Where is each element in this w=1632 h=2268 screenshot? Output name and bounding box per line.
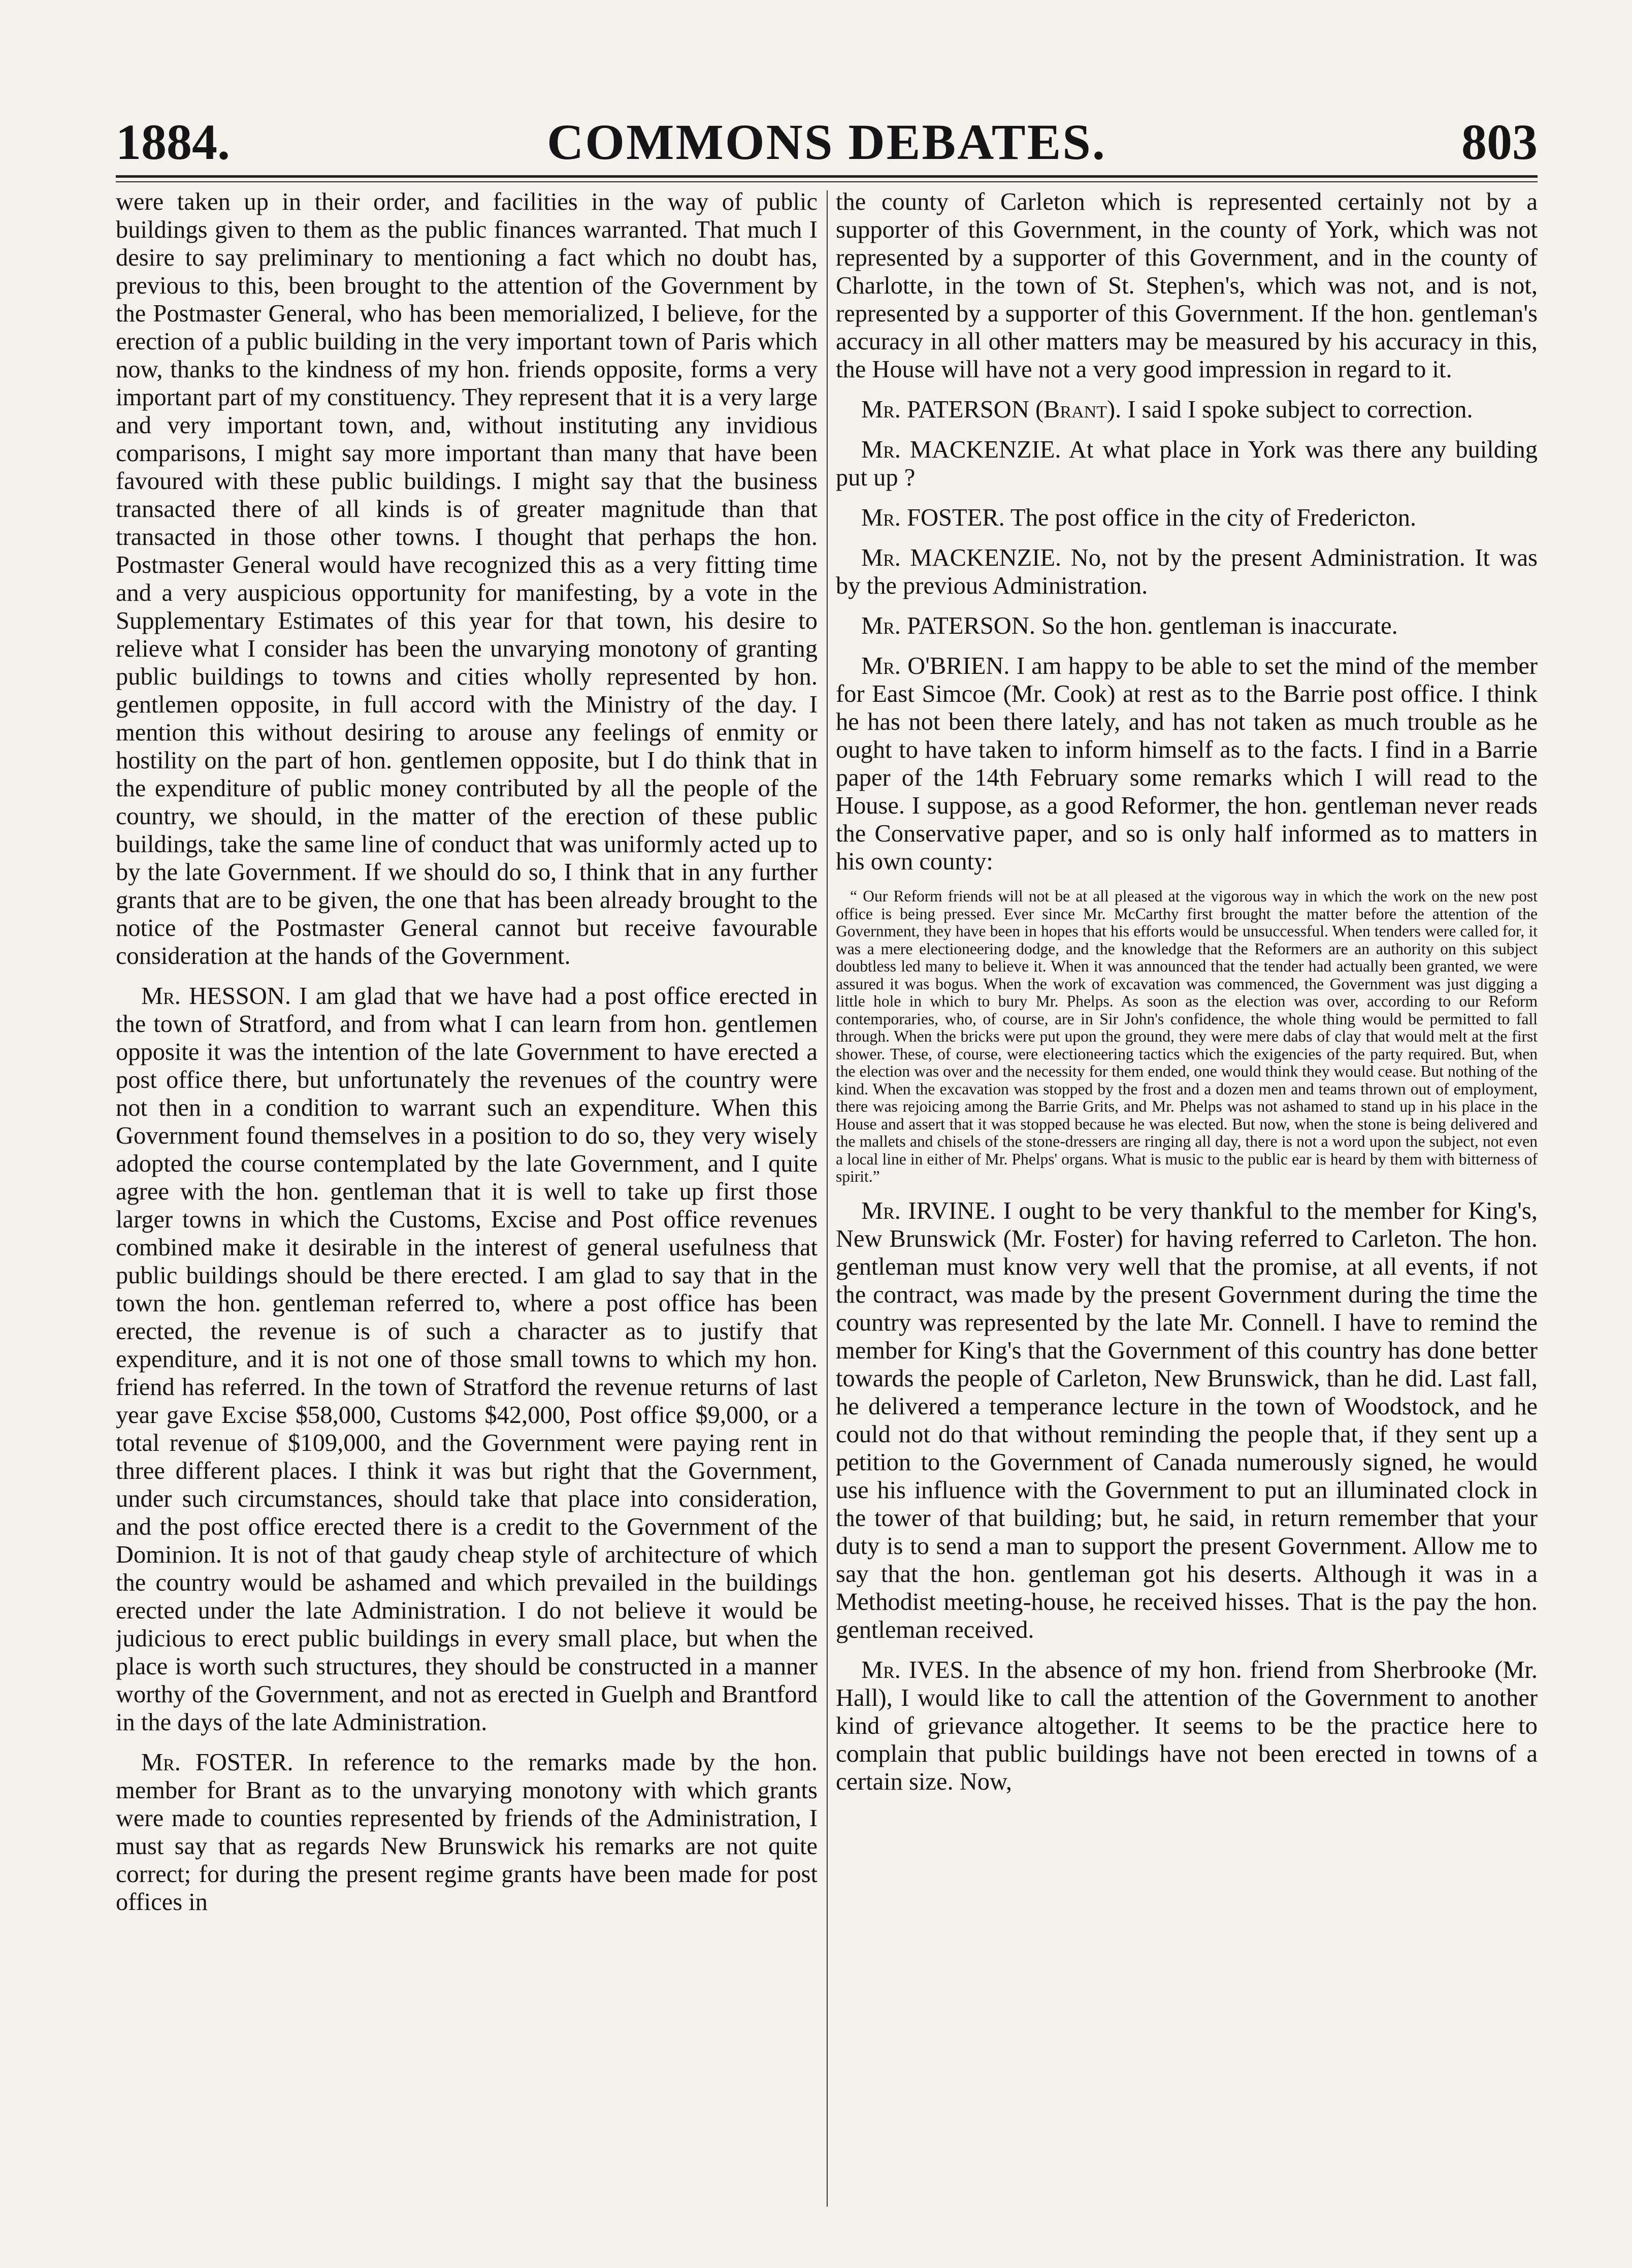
right-column	[836, 188, 1538, 2209]
speaker-name: Mr. PATERSON (Brant).	[861, 396, 1122, 423]
paragraph	[116, 1748, 818, 1916]
page-number: 803	[1461, 114, 1538, 170]
speaker-name: Mr. MACKENZIE.	[861, 544, 1062, 571]
paragraph-text: So the hon. gentleman is inaccurate.	[1041, 612, 1398, 639]
paragraph-text: In reference to the remarks made by the hon. member for Brant as to the unvarying monotony with which grants were made to counties represented by friends of the Administration, I must say that as regards New Brunswick his remarks are not quite correct; for during the present regime grants have been made for post offices in	[116, 1749, 818, 1916]
paragraph-text: I said I spoke subject to correction.	[1127, 396, 1473, 423]
running-title: COMMONS DEBATES.	[547, 114, 1106, 170]
page-header	[116, 112, 1538, 173]
page-year: 1884.	[116, 114, 230, 170]
paragraph	[836, 544, 1538, 600]
paragraph	[836, 504, 1538, 532]
speaker-name: Mr. FOSTER.	[861, 504, 1005, 531]
block-quote: “ Our Reform friends will not be at all pleased at the vigorous way in which the work on the new post office is being pressed. Ever since Mr. McCarthy first brought the matter before the attention of the Government, they have been in hopes that his efforts would be unsuccessful. When tenders were called for, it was a mere electioneering dodge, and the knowledge that the Reformers are an authority on this subject doubtless led many to believe it. When it was announced that the tender had actually been granted, we were assured it was bogus. When the work of excavation was commenced, the Government was just digging a little hole in which to bury Mr. Phelps. As soon as the election was over, according to our Reform contemporaries, who, of course, are in Sir John's confidence, the whole thing would be permitted to fall through. When the bricks were put upon the ground, they were mere dabs of clay that would melt at the first shower. These, of course, were electioneering tactics which the exigencies of the party required. But, when the election was over and the necessity for them ended, one would think they would cease. But nothing of the kind. When the excavation was stopped by the frost and a dozen men and teams thrown out of employment, there was rejoicing among the Barrie Grits, and Mr. Phelps was not ashamed to stand up in his place in the House and assert that it was stopped because he was elected. But now, when the stone is being delivered and the mallets and chisels of the stone-dressers are ringing all day, there is not a word upon the subject, not even a local line in either of Mr. Phelps' organs. What is music to the public ear is heard by them with bitterness of spirit.”	[836, 887, 1538, 1185]
column-divider	[827, 190, 828, 2207]
paragraph	[836, 188, 1538, 383]
paragraph-text: No, not by the present Administration. It was by the previous Administration.	[836, 544, 1538, 599]
paragraph-text: The post office in the city of Fredericton.	[1010, 504, 1417, 531]
speaker-name: Mr. IVES.	[861, 1656, 970, 1683]
header-rule	[116, 175, 1538, 182]
paragraph	[836, 652, 1538, 876]
paragraph	[836, 436, 1538, 492]
paragraph	[836, 612, 1538, 640]
paragraph	[116, 188, 818, 970]
paragraph-text: were taken up in their order, and facilities in the way of public buildings given to them as the public finances warranted. That much I desire to say preliminary to mentioning a fact which no doubt has, previous to this, been brought to the attention of the Government by the Postmaster General, who has been memorialized, I believe, for the erection of a public building in the very important town of Paris which now, thanks to the kindness of my hon. friends opposite, forms a very important part of my constituency. They represent that it is a very large and very important town, and, without instituting any invidious comparisons, I might say more important than many that have been favoured with these public buildings. I might say that the business transacted there of all kinds is of greater magnitude than that transacted in those other towns. I thought that perhaps the hon. Postmaster General would have recognized this as a very fitting time and a very auspicious opportunity for manifesting, by a vote in the Supplementary Estimates of this year for that town, his desire to relieve what I consider has been the unvarying monotony of granting public buildings to towns and cities wholly represented by hon. gentlemen opposite, in full accord with the Ministry of the day. I mention this without desiring to arouse any feelings of enmity or hostility on the part of hon. gentlemen opposite, but I do think that in the expenditure of public money contributed by all the people of the country, we should, in the matter of the erection of these public buildings, take the same line of conduct that was uniformly acted up to by the late Government. If we should do so, I think that in any further grants that are to be given, the one that has been already brought to the notice of the Postmaster General cannot but receive favourable consideration at the hands of the Government.	[116, 188, 818, 969]
paragraph	[836, 1656, 1538, 1796]
speaker-name: Mr. FOSTER.	[141, 1749, 293, 1776]
paragraph-text: I ought to be very thankful to the member for King's, New Brunswick (Mr. Foster) for having referred to Carleton. The hon. gentleman must know very well that the promise, at all events, if not the contract, was made by the present Government during the time the country was represented by the late Mr. Connell. I have to remind the member for King's that the Government of this country has done better towards the people of Carleton, New Brunswick, than he did. Last fall, he delivered a temperance lecture in the town of Woodstock, and he could not do that without reminding the people that, if they sent up a petition to the Government of Canada numerously signed, he would use his influence with the Government to put an illuminated clock in the tower of that building; but, he said, in return remember that your duty is to send a man to support the present Government. Allow me to say that the hon. gentleman got his deserts. Although it was in a Methodist meeting-house, he received hisses. That is the pay the hon. gentleman received.	[836, 1197, 1538, 1643]
speaker-name: Mr. IRVINE.	[861, 1197, 996, 1224]
paragraph-text: At what place in York was there any building put up ?	[836, 436, 1538, 491]
paragraph	[836, 1197, 1538, 1644]
paragraph-text: I am glad that we have had a post office erected in the town of Stratford, and from what I can learn from hon. gentlemen opposite it was the intention of the late Government to have erected a post office there, but unfortunately the revenues of the country were not then in a condition to warrant such an expenditure. When this Government found themselves in a position to do so, they very wisely adopted the course contemplated by the late Government, and I quite agree with the hon. gentleman that it is well to take up first those larger towns in which the Customs, Excise and Post office revenues combined make it desirable in the interest of general usefulness that public buildings should be there erected. I am glad to say that in the town the hon. gentleman referred to, where a post office has been erected, the revenue is of such a character as to justify that expenditure, and it is not one of those small towns to which my hon. friend has referred. In the town of Stratford the revenue returns of last year gave Excise $58,000, Customs $42,000, Post office $9,000, or a total revenue of $109,000, and the Government were paying rent in three different places. I think it was but right that the Government, under such circumstances, should take that place into consideration, and the post office erected there is a credit to the Government of the Dominion. It is not of that gaudy cheap style of architecture of which the country would be ashamed and which prevailed in the buildings erected under the late Administration. I do not believe it would be judicious to erect public buildings in every small place, but when the place is worth such structures, they should be constructed in a manner worthy of the Government, and not as erected in Guelph and Brantford in the days of the late Administration.	[116, 983, 818, 1736]
speaker-name: Mr. O'BRIEN.	[861, 653, 1010, 679]
paragraph-text: In the absence of my hon. friend from Sherbrooke (Mr. Hall), I would like to call the attention of the Government to another kind of grievance altogether. It seems to be the practice here to complain that public buildings have not been erected in towns of a certain size. Now,	[836, 1656, 1538, 1795]
left-column	[116, 188, 818, 2209]
paragraph-text: the county of Carleton which is represented certainly not by a supporter of this Government, in the county of York, which was not represented by a supporter of this Government, and in the county of Charlotte, in the town of St. Stephen's, which was not, and is not, represented by a supporter of this Government. If the hon. gentleman's accuracy in all other matters may be measured by his accuracy in this, the House will have not a very good impression in regard to it.	[836, 188, 1538, 383]
speaker-name: Mr. HESSON.	[141, 983, 291, 1010]
speaker-name: Mr. PATERSON.	[861, 612, 1035, 639]
paragraph-text: I am happy to be able to set the mind of the member for East Simcoe (Mr. Cook) at rest as to the Barrie post office. I think he has not been there lately, and has not taken as much trouble as he ought to have taken to inform himself as to the facts. I find in a Barrie paper of the 14th February some remarks which I will read to the House. I suppose, as a good Reformer, the hon. gentleman never reads the Conservative paper, and so is only half informed as to matters in his own county:	[836, 653, 1538, 875]
paragraph	[836, 396, 1538, 424]
speaker-name: Mr. MACKENZIE.	[861, 436, 1061, 463]
paragraph	[116, 982, 818, 1736]
